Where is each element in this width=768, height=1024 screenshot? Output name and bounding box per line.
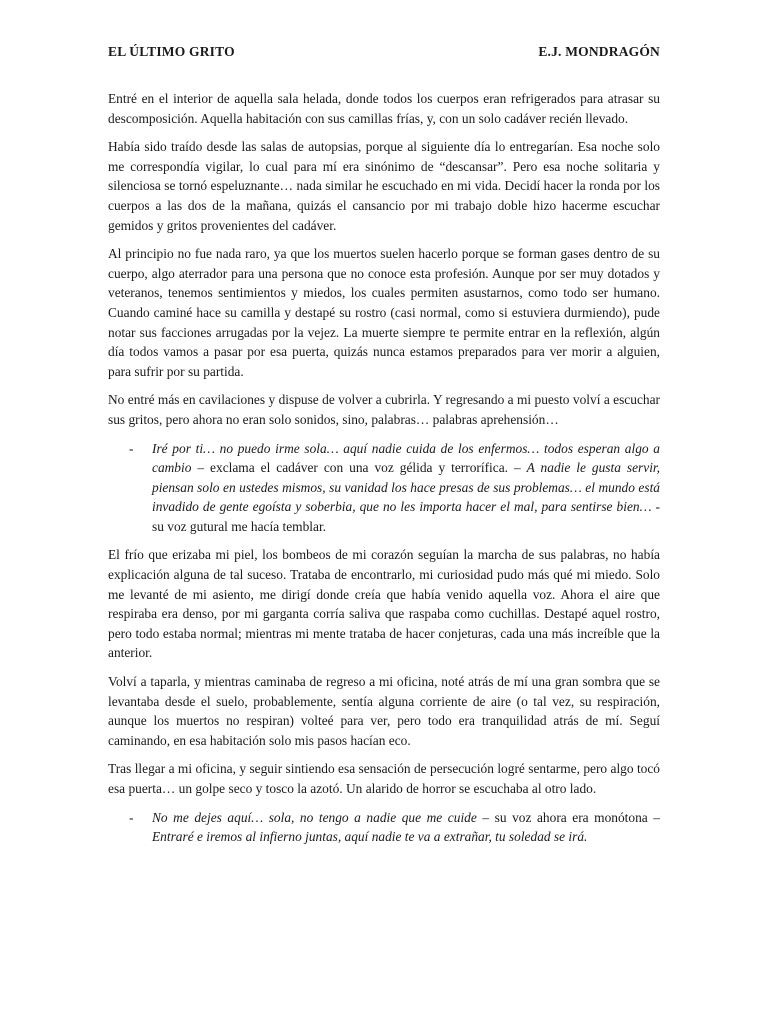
page-header [108,44,660,60]
paragraph-4: No entré más en cavilaciones y dispuse de volver a cubrirla. Y regresando a mi puesto volví a escuchar sus gritos, pero ahora no eran solo sonidos, sino, palabras… palabras aprehensión… [108,392,660,427]
dialogue-1-speech-b: A nadie le gusta servir, piensan solo en ustedes mismos, su vanidad los hace presas de sus problemas… el mundo está invadido de gente egoísta y soberbia, que no les importa hacer el mal, para sentirse bien… [152,460,660,515]
paragraph-5: El frío que erizaba mi piel, los bombeos de mi corazón seguían la marcha de sus palabras, no había explicación alguna de tal suceso. Trataba de encontrarlo, mi curiosidad pudo más qué mi miedo. Solo me levanté de mi asiento, me dirigí donde creía que había venido aquella voz. Ahora el aire que respiraba era denso, por mi garganta corría saliva que raspaba como cuchillas. Destapé aquel rostro, pero todo estaba normal; mientras mi mente trataba de hacer conjeturas, cada una más increíble que la anterior. [108,547,660,661]
document-page [108,44,660,856]
dialogue-2-speech-b: Entraré e iremos al infierno juntas, aquí nadie te va a extrañar, tu soledad se irá. [152,829,588,845]
dialogue-dash: - [129,809,134,825]
paragraph-3: Al principio no fue nada raro, ya que los muertos suelen hacerlo porque se forman gases dentro de su cuerpo, algo aterrador para una persona que no conoce esta profesión. Aunque por ser muy dotados y veteranos, tenemos sentimientos y miedos, los cuales permiten asustarnos, como todo ser humano. Cuando caminé hace su camilla y destapé su rostro (casi normal, como si estuviera durmiendo), pude notar sus facciones arrugadas por la vejez. La muerte siempre te permite entrar en la reflexión, algún día todos vamos a pasar por esa puerta, quizás nunca estamos preparados para ver morir a alguien, para sufrir por su partida. [108,246,660,379]
dialogue-2-speech-a: No me dejes aquí… sola, no tengo a nadie que me cuide [152,809,477,825]
dialogue-2 [129,808,660,847]
dialogue-1 [129,439,660,537]
paragraph-1: Entré en el interior de aquella sala helada, donde todos los cuerpos eran refrigerados para atrasar su descomposición. Aquella habitación con sus camillas frías, y, con un solo cadáver recién llevado. [108,91,660,126]
author-name: E.J. MONDRAGÓN [538,44,660,59]
dialogue-2-narration: – su voz ahora era monótona – [476,809,660,825]
dialogue-1-narration-a: – exclama el cadáver con una voz gélida y terrorífica. – [191,460,527,476]
paragraph-2: Había sido traído desde las salas de autopsias, porque al siguiente día lo entregarían. Esa noche solo me correspondía vigilar, lo cual para mí era sinónimo de “descansar”. Pero esa noche solitaria y silenciosa se tornó espeluznante… nada similar he escuchado en mi vida. Decidí hacer la ronda por los cuerpos a las dos de la mañana, quizás el cansancio por mi trabajo doble hizo hacerme escuchar gemidos y gritos provenientes del cadáver. [108,139,660,233]
paragraph-7: Tras llegar a mi oficina, y seguir sintiendo esa sensación de persecución logré sentarme, pero algo tocó esa puerta… un golpe seco y tosco la azotó. Un alarido de horror se escuchaba al otro lado. [108,761,660,796]
paragraph-6: Volví a taparla, y mientras caminaba de regreso a mi oficina, noté atrás de mí una gran sombra que se levantaba desde el suelo, probablemente, sentía alguna corriente de aire (o tal vez, su respiración, aunque los muertos no respiran) volteé para ver, pero todo era tranquilidad atrás de mí. Seguí caminando, en esa habitación solo mis pasos hacían eco. [108,674,660,748]
dialogue-dash: - [129,440,134,456]
dialogue-1-speech-a: Iré por ti… no puedo irme sola… aquí nadie cuida de los enfermos… todos esperan algo a cambio [152,440,660,476]
story-title: EL ÚLTIMO GRITO [108,44,235,59]
dialogue-1-narration-b: - su voz gutural me hacía temblar. [152,499,661,534]
